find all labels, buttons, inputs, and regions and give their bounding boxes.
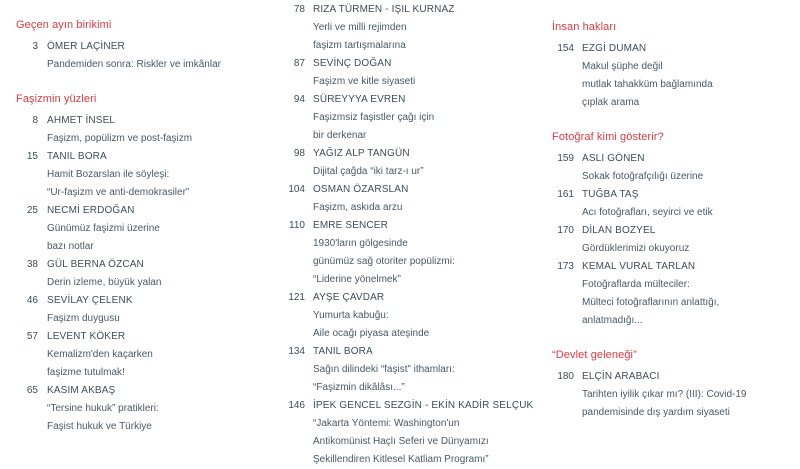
toc-entry <box>270 289 540 343</box>
entry-header-row <box>270 91 540 109</box>
toc-entry <box>540 40 800 112</box>
title-line: Sokak fotoğrafçılığı üzerine <box>582 171 704 182</box>
title-line: Faşizm ve kitle siyaseti <box>313 76 416 87</box>
toc-entry <box>0 328 270 382</box>
title-line: Antikomünist Haçlı Seferi ve Dünyamızı <box>313 436 489 447</box>
entry-header-row <box>0 382 270 400</box>
toc-entry <box>0 38 270 74</box>
toc-section <box>270 1 540 469</box>
title-line: Şekillendiren Kitlesel Katliam Programı” <box>313 454 489 465</box>
page-number: 65 <box>26 385 38 396</box>
entry-header-row <box>540 222 800 240</box>
author-name: YAĞIZ ALP TANGÜN <box>313 148 410 159</box>
title-line: “Liderine yönelmek” <box>313 274 401 285</box>
entry-header-row <box>540 40 800 58</box>
title-line: Acı fotoğrafları, seyirci ve etik <box>582 207 713 218</box>
toc-column-left <box>0 0 270 466</box>
author-name: GÜL BERNA ÖZCAN <box>47 259 144 270</box>
author-name: EZGİ DUMAN <box>582 43 647 54</box>
toc-entry <box>540 258 800 330</box>
toc-entry <box>0 202 270 256</box>
section-heading: Geçen ayın birikimi <box>16 19 112 31</box>
title-line: günümüz sağ otoriter popülizmi: <box>313 256 455 267</box>
section-heading: “Devlet geleneği” <box>552 349 637 361</box>
entry-header-row <box>540 150 800 168</box>
author-name: SEVİLAY ÇELENK <box>47 295 133 306</box>
title-line: Fotoğraflarda mülteciler: <box>582 279 690 290</box>
page-number: 154 <box>557 43 574 54</box>
author-name: EMRE SENCER <box>313 220 388 231</box>
page-number: 161 <box>557 189 574 200</box>
title-line: faşizme tutulmak! <box>47 367 125 378</box>
author-name: AHMET İNSEL <box>47 115 116 126</box>
page-number: 3 <box>32 41 38 52</box>
author-name: KASIM AKBAŞ <box>47 385 116 396</box>
author-name: LEVENT KÖKER <box>47 331 126 342</box>
page-number: 57 <box>26 331 38 342</box>
page-number: 159 <box>557 153 574 164</box>
entry-header-row <box>0 112 270 130</box>
author-name: RIZA TÜRMEN - IŞIL KURNAZ <box>313 4 455 15</box>
entry-header-row <box>0 148 270 166</box>
entry-header-row <box>270 289 540 307</box>
page-number: 134 <box>288 346 305 357</box>
section-heading: Fotoğraf kimi gösterir? <box>552 131 664 143</box>
title-line: Hamit Bozarslan ile söyleşi: <box>47 169 170 180</box>
page-number: 173 <box>557 261 574 272</box>
author-name: KEMAL VURAL TARLAN <box>582 261 696 272</box>
title-line: Faşizm, askıda arzu <box>313 202 403 213</box>
entry-header-row <box>270 1 540 19</box>
title-line: bazı notlar <box>47 241 94 252</box>
entry-header-row <box>270 343 540 361</box>
page-number: 46 <box>26 295 38 306</box>
entry-header-row <box>270 55 540 73</box>
title-line: Yumurta kabuğu: <box>313 310 389 321</box>
author-name: AYŞE ÇAVDAR <box>313 292 385 303</box>
title-line: faşizm tartışmalarına <box>313 40 406 51</box>
toc-section <box>540 18 800 112</box>
title-line: Makul şüphe değil <box>582 61 663 72</box>
toc-entry <box>270 91 540 145</box>
entry-header-row <box>0 38 270 56</box>
section-heading: İnsan hakları <box>552 21 617 33</box>
author-name: SÜREYYYA EVREN <box>313 94 406 105</box>
title-line: Günümüz faşizmi üzerine <box>47 223 160 234</box>
toc-entry <box>0 148 270 202</box>
page-number: 94 <box>293 94 305 105</box>
page-number: 170 <box>557 225 574 236</box>
entry-header-row <box>0 202 270 220</box>
author-name: TUĞBA TAŞ <box>582 189 639 200</box>
author-name: TANIL BORA <box>47 151 107 162</box>
title-line: çıplak arama <box>582 97 640 108</box>
author-name: TANIL BORA <box>313 346 373 357</box>
page-number: 180 <box>557 371 574 382</box>
toc-section <box>0 90 270 436</box>
title-line: “Tersine hukuk” pratikleri: <box>47 403 159 414</box>
toc-entry <box>540 186 800 222</box>
toc-column-right <box>540 0 800 466</box>
title-line: Pandemiden sonra: Riskler ve imkânlar <box>47 59 221 70</box>
toc-entry <box>270 217 540 289</box>
title-line: anlatmadığı... <box>582 315 643 326</box>
entry-header-row <box>270 217 540 235</box>
title-line: Dijital çağda “iki tarz-ı ur” <box>313 166 424 177</box>
entry-header-row <box>270 397 540 415</box>
title-line: mutlak tahakküm bağlamında <box>582 79 713 90</box>
entry-header-row <box>0 328 270 346</box>
title-line: Faşist hukuk ve Türkiye <box>47 421 152 432</box>
entry-header-row <box>540 368 800 386</box>
title-line: 1930'ların gölgesinde <box>313 238 408 249</box>
title-line: Tarihten iyilik çıkar mı? (III): Covid-19 <box>582 389 747 400</box>
toc-section <box>540 128 800 330</box>
title-line: Yerli ve milli rejimden <box>313 22 407 33</box>
page-number: 104 <box>288 184 305 195</box>
author-name: SEVİNÇ DOĞAN <box>313 58 392 69</box>
toc-entry <box>540 222 800 258</box>
title-line: Sağın dilindeki “faşist” ithamları: <box>313 364 455 375</box>
title-line: bir derkenar <box>313 130 367 141</box>
author-name: OSMAN ÖZARSLAN <box>313 184 409 195</box>
toc-entry <box>540 150 800 186</box>
author-name: ELÇİN ARABACI <box>582 371 660 382</box>
title-line: Faşizm duygusu <box>47 313 120 324</box>
page-number: 87 <box>293 58 305 69</box>
page-number: 121 <box>288 292 305 303</box>
toc-entry <box>0 112 270 148</box>
toc-entry <box>540 368 800 422</box>
author-name: ÖMER LAÇİNER <box>47 41 125 52</box>
title-line: Gördüklerimizi okuyoruz <box>582 243 690 254</box>
entry-header-row <box>0 292 270 310</box>
entry-header-row <box>540 258 800 276</box>
entry-header-row <box>540 186 800 204</box>
author-name: ASLI GÖNEN <box>582 153 645 164</box>
entry-header-row <box>270 145 540 163</box>
page-number: 25 <box>26 205 38 216</box>
title-line: “Faşizmin dikâlâsı...” <box>313 382 405 393</box>
page-number: 8 <box>32 115 38 126</box>
toc-entry <box>270 145 540 181</box>
title-line: Derin izleme, büyük yalan <box>47 277 162 288</box>
toc-entry <box>270 181 540 217</box>
toc-entry <box>0 292 270 328</box>
author-name: DİLAN BOZYEL <box>582 225 656 236</box>
page-number: 110 <box>289 220 305 231</box>
title-line: Mülteci fotoğraflarının anlattığı, <box>582 297 720 308</box>
toc-entry <box>270 397 540 469</box>
toc-entry <box>0 382 270 436</box>
toc-entry <box>0 256 270 292</box>
entry-header-row <box>0 256 270 274</box>
title-line: Faşizmsiz faşistler çağı için <box>313 112 435 123</box>
title-line: Aile ocağı piyasa ateşinde <box>313 328 430 339</box>
page-number: 78 <box>293 4 305 15</box>
page-number: 146 <box>288 400 305 411</box>
toc-section <box>0 16 270 74</box>
author-name: NECMİ ERDOĞAN <box>47 205 135 216</box>
title-line: pandemisinde dış yardım siyaseti <box>582 407 730 418</box>
title-line: “Jakarta Yöntemi: Washington'un <box>313 418 460 429</box>
toc-section <box>540 346 800 422</box>
title-line: Faşizm, popülizm ve post-faşizm <box>47 133 193 144</box>
toc-entry <box>270 55 540 91</box>
page-number: 15 <box>26 151 38 162</box>
section-heading: Faşizmin yüzleri <box>16 93 97 105</box>
page-number: 38 <box>26 259 38 270</box>
author-name: İPEK GENCEL SEZGİN - EKİN KADİR SELÇUK <box>313 400 534 411</box>
page-number: 98 <box>293 148 305 159</box>
entry-header-row <box>270 181 540 199</box>
toc-column-middle <box>270 0 540 466</box>
toc-entry <box>270 343 540 397</box>
toc-entry <box>270 1 540 55</box>
title-line: Kemalizm'den kaçarken <box>47 349 153 360</box>
title-line: “Ur-faşizm ve anti-demokrasiler” <box>47 187 190 198</box>
